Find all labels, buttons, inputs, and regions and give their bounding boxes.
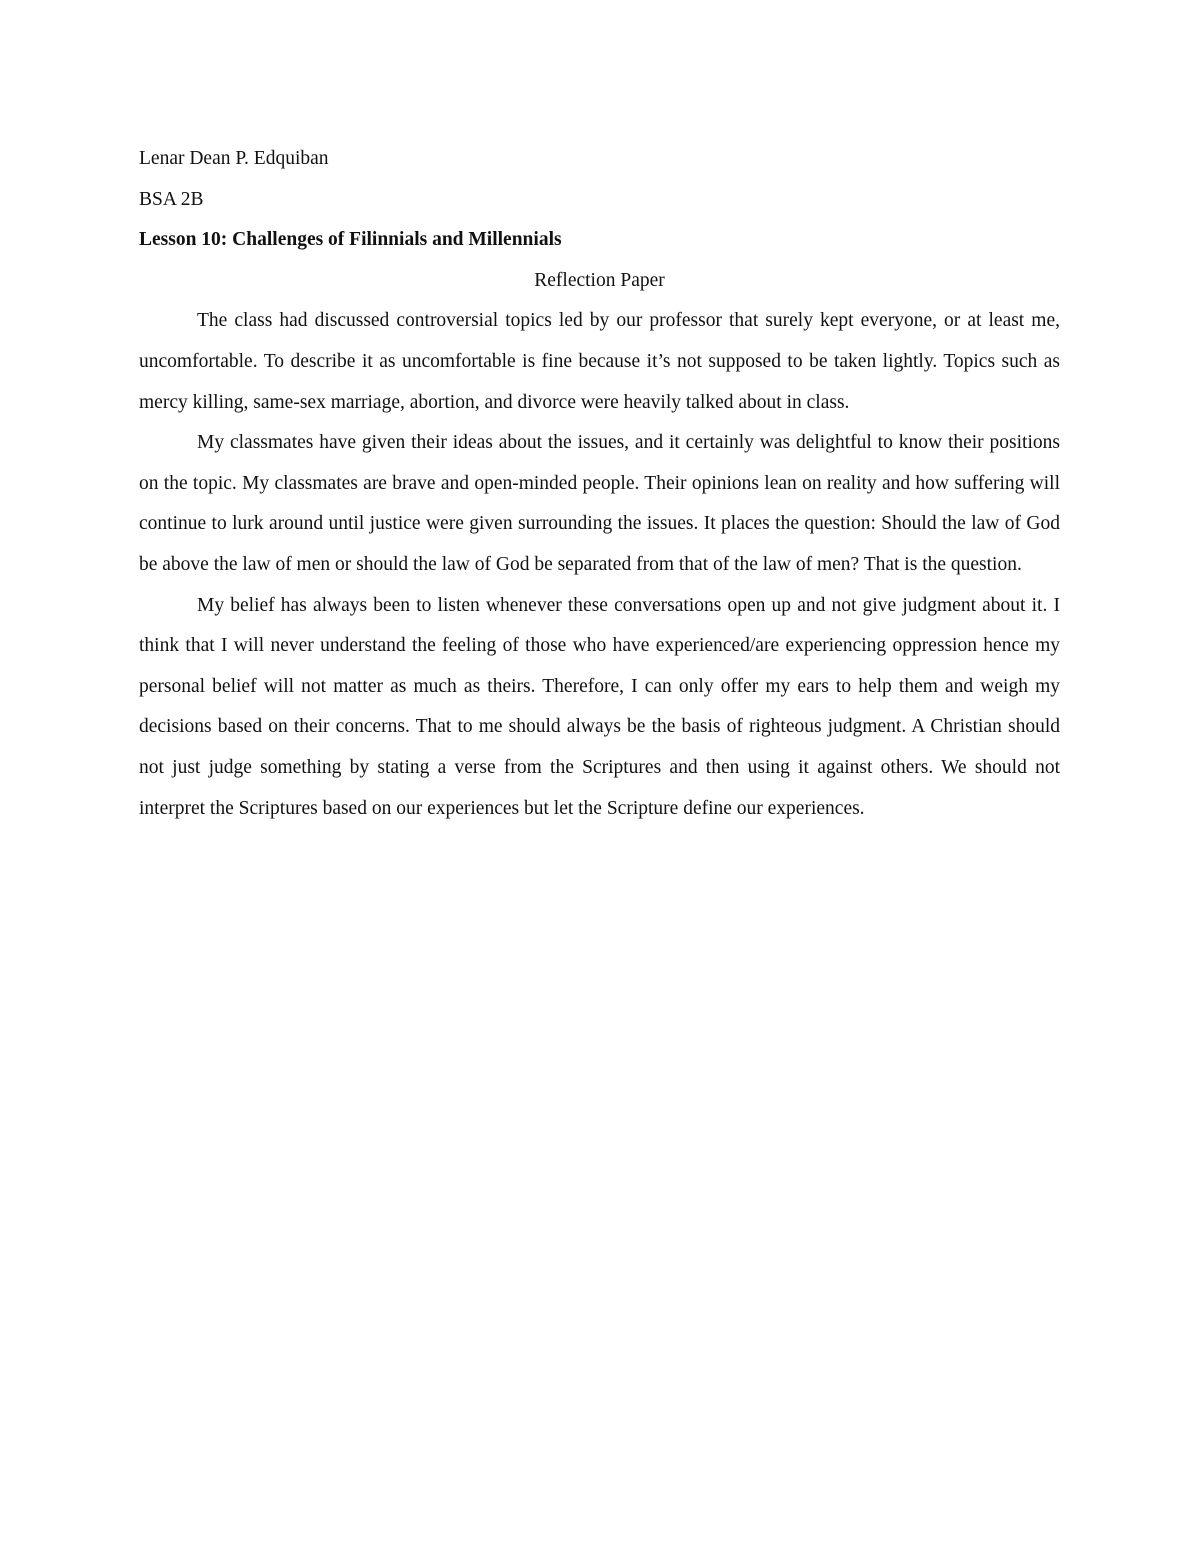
document-content [139,139,1060,829]
document-type-heading: Reflection Paper [534,269,665,291]
course-section: BSA 2B [139,188,204,210]
paragraph-1: The class had discussed controversial topics led by our professor that surely kept everyone, or at least me, uncomfortable. To describe it as uncomfortable is fine because it’s not supposed to be taken lightly. Topics such as mercy killing, same-sex marriage, abortion, and divorce were heavily talked about in class. [139,310,1060,413]
lesson-title: Lesson 10: Challenges of Filinnials and Millennials [139,229,562,251]
paragraph-2: My classmates have given their ideas about the issues, and it certainly was delightful to know their positions on the topic. My classmates are brave and open-minded people. Their opinions lean on reality and how suffering will continue to lurk around until justice were given surrounding the issues. It places the question: Should the law of God be above the law of men or should the law of God be separated from that of the law of men? That is the question. [139,432,1060,575]
author-name: Lenar Dean P. Edquiban [139,148,329,169]
paragraph-3: My belief has always been to listen whenever these conversations open up and not give judgment about it. I think that I will never understand the feeling of those who have experienced/are experiencing oppression hence my personal belief will not matter as much as theirs. Therefore, I can only offer my ears to help them and weigh my decisions based on their concerns. That to me should always be the basis of righteous judgment. A Christian should not just judge something by stating a verse from the Scriptures and then using it against others. We should not interpret the Scriptures based on our experiences but let the Scripture define our experiences. [139,594,1060,819]
